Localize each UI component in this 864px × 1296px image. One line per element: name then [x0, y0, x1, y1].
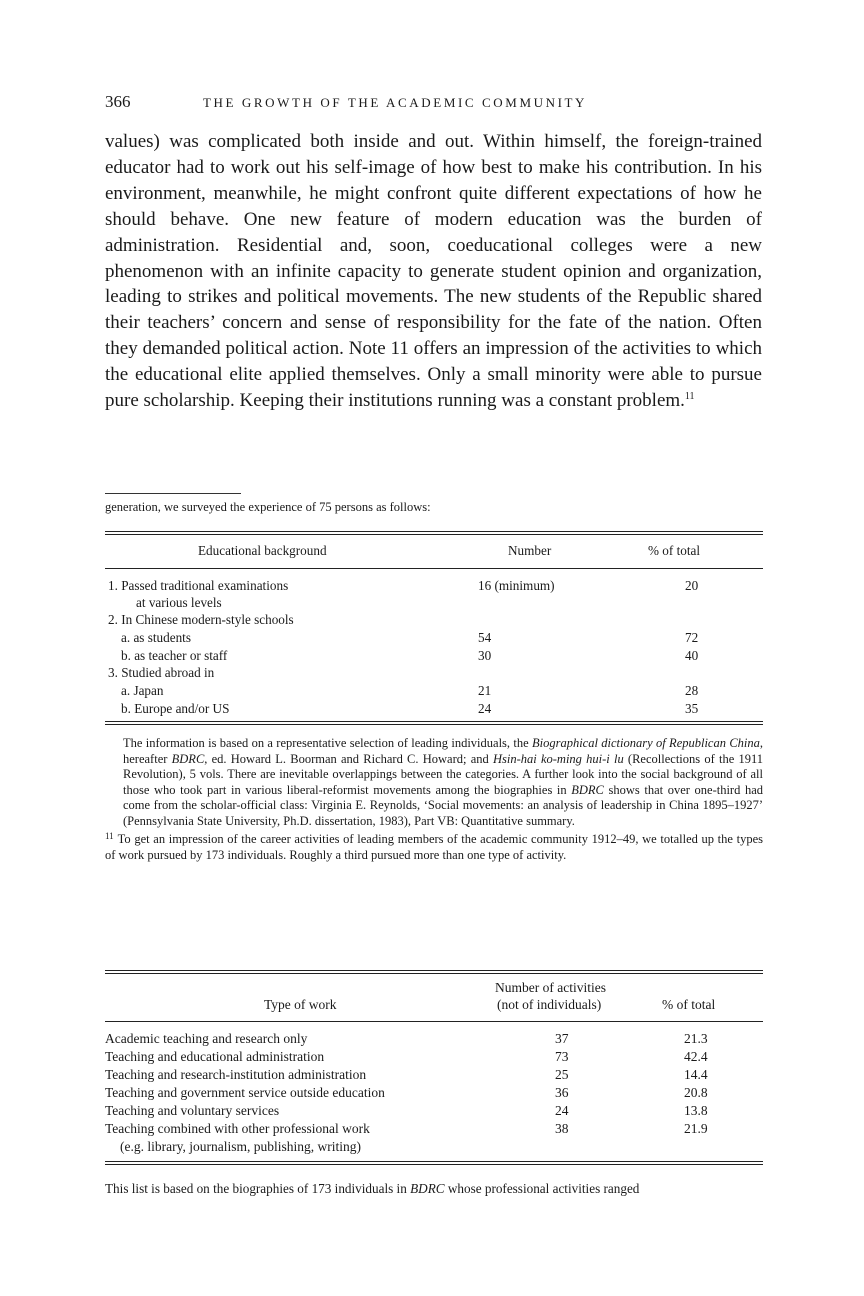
table1-row-percent: 28	[685, 683, 699, 698]
page-number: 366	[105, 92, 131, 111]
note-text: To get an impression of the career activities of leading members of the academic community 1912–49, we totalled up the types of work pursued by 173 individuals. Roughly a third pursued more than one type of activity.	[105, 832, 763, 862]
table2-header-percent: % of total	[662, 997, 716, 1012]
running-header	[105, 92, 765, 116]
table1-row-label: a. as students	[121, 630, 191, 645]
table1-bottom-rule	[105, 721, 763, 722]
table2-bottom-rule-2	[105, 1164, 763, 1165]
table1-header-background: Educational background	[198, 543, 327, 558]
table1-header-number: Number	[508, 543, 552, 558]
table2-bottom-rule	[105, 1161, 763, 1162]
table1-top-rule-2	[105, 534, 763, 535]
table2-header-number-line1: Number of activities	[495, 980, 606, 995]
table1-row-label: b. as teacher or staff	[121, 648, 228, 663]
table2-row-percent: 42.4	[684, 1049, 708, 1064]
note-italic: BDRC	[571, 782, 604, 797]
final-note-line	[105, 1181, 639, 1197]
table1-row-number: 24	[478, 701, 492, 716]
note-italic: BDRC	[410, 1181, 445, 1196]
footnote-lead-text: generation, we surveyed the experience of 75 persons as follows:	[105, 500, 431, 514]
table2-row-label: Teaching and voluntary services	[105, 1103, 280, 1118]
table2-header-number-line2: (not of individuals)	[497, 997, 602, 1012]
table2-row-label: Teaching and research-institution administration	[105, 1067, 367, 1082]
table2-row-number: 24	[555, 1103, 569, 1118]
note-italic: BDRC	[171, 751, 205, 766]
footnote-block	[105, 736, 763, 863]
running-head-title: THE GROWTH OF THE ACADEMIC COMMUNITY	[203, 95, 588, 110]
note-text: whose professional activities ranged	[444, 1181, 640, 1196]
note-text: shows that over one-third had come from the scholar-official class: Virginia E. Reynolds, ‘Social movements: an analysis of leadership in China 1895–1927’ (Pennsylvania State University, Ph.D. dissertation, 1983), Part VB: Quantitative summary.	[123, 782, 764, 828]
note-text: (Recollections of the 1911 Revolution), 5 vols. There are inevitable overlappings between the categories. A further look into the social background of all those who took part in various liberal-reformist movements among the biographies in	[123, 751, 764, 797]
table2-row-number: 36	[555, 1085, 569, 1100]
body-paragraph	[105, 129, 762, 414]
table2-header-type: Type of work	[264, 997, 337, 1012]
table1-bottom-rule-2	[105, 724, 763, 725]
table1-row-number: 16 (minimum)	[478, 578, 555, 593]
table2-row-number: 37	[555, 1031, 569, 1046]
note-text: The information is based on a representative selection of leading individuals, the	[123, 736, 532, 750]
table2-top-rule	[105, 970, 763, 971]
note-text: This list is based on the biographies of 173 individuals in	[105, 1181, 411, 1196]
table2-row-number: 38	[555, 1121, 569, 1136]
table2-row-number: 73	[555, 1049, 569, 1064]
table2-row-number: 25	[555, 1067, 569, 1082]
table1-row-label: at various levels	[136, 595, 222, 610]
table2-top-rule-2	[105, 973, 763, 974]
table2-row-label: Teaching and educational administration	[105, 1049, 325, 1064]
table1-header-percent: % of total	[648, 543, 701, 558]
table1-row-label: b. Europe and/or US	[121, 701, 230, 716]
note-italic: Biographical dictionary of Republican China	[531, 736, 760, 750]
table2-row-label: Teaching and government service outside education	[105, 1085, 385, 1100]
table2-row-label: (e.g. library, journalism, publishing, writing)	[120, 1139, 361, 1154]
table1-row-number: 54	[478, 630, 492, 645]
information-note	[105, 736, 763, 829]
table1-row-label: 3. Studied abroad in	[108, 665, 215, 680]
table2-row-percent: 20.8	[684, 1085, 708, 1100]
table1-row-percent: 20	[685, 578, 699, 593]
table2-row-percent: 21.3	[684, 1031, 708, 1046]
table1-row-percent: 40	[685, 648, 699, 663]
table1-header-rule	[105, 568, 763, 569]
table1-row-label: 1. Passed traditional examinations	[108, 578, 289, 593]
table1-row-number: 21	[478, 683, 492, 698]
footnote-number: 11	[105, 831, 114, 841]
body-text: values) was complicated both inside and out. Within himself, the foreign-trained educator had to work out his self-image of how best to make his contribution. In his environment, meanwhile, he might confront quite different expectations of how he should behave. One new feature of modern education was the burden of administration. Residential and, soon, coeducational colleges were a new phenomenon with an infinite capacity to generate student opinion and organization, leading to strikes and political movements. The new students of the Republic shared their teachers’ concern and sense of responsibility for the fate of the nation. Often they demanded political action. Note 11 offers an impression of the activities to which the educational elite applied themselves. Only a small minority were able to pursue pure scholarship. Keeping their institutions running was a constant problem.	[105, 131, 762, 412]
table2-row-percent: 14.4	[684, 1067, 708, 1082]
table2-row-label: Academic teaching and research only	[105, 1031, 308, 1046]
table2-row-percent: 13.8	[684, 1103, 708, 1118]
table1-top-rule	[105, 531, 763, 532]
table1-row-label: 2. In Chinese modern-style schools	[108, 612, 294, 627]
table2-header-rule	[105, 1021, 763, 1022]
table1-row-percent: 35	[685, 701, 699, 716]
table1-row-number: 30	[478, 648, 492, 663]
table1-row-label: a. Japan	[121, 683, 164, 698]
note-text: , ed. Howard L. Boorman and Richard C. Howard; and	[204, 751, 493, 766]
note-text: , hereafter	[123, 736, 763, 766]
table2-row-label: Teaching combined with other professional work	[105, 1121, 370, 1136]
footnote-11	[105, 829, 763, 863]
table2-row-percent: 21.9	[684, 1121, 708, 1136]
footnote-separator	[105, 493, 241, 494]
note-italic: Hsin-hai ko-ming hui-i lu	[492, 751, 624, 766]
footnote-reference: 11	[684, 391, 695, 403]
table1-row-percent: 72	[685, 630, 699, 645]
